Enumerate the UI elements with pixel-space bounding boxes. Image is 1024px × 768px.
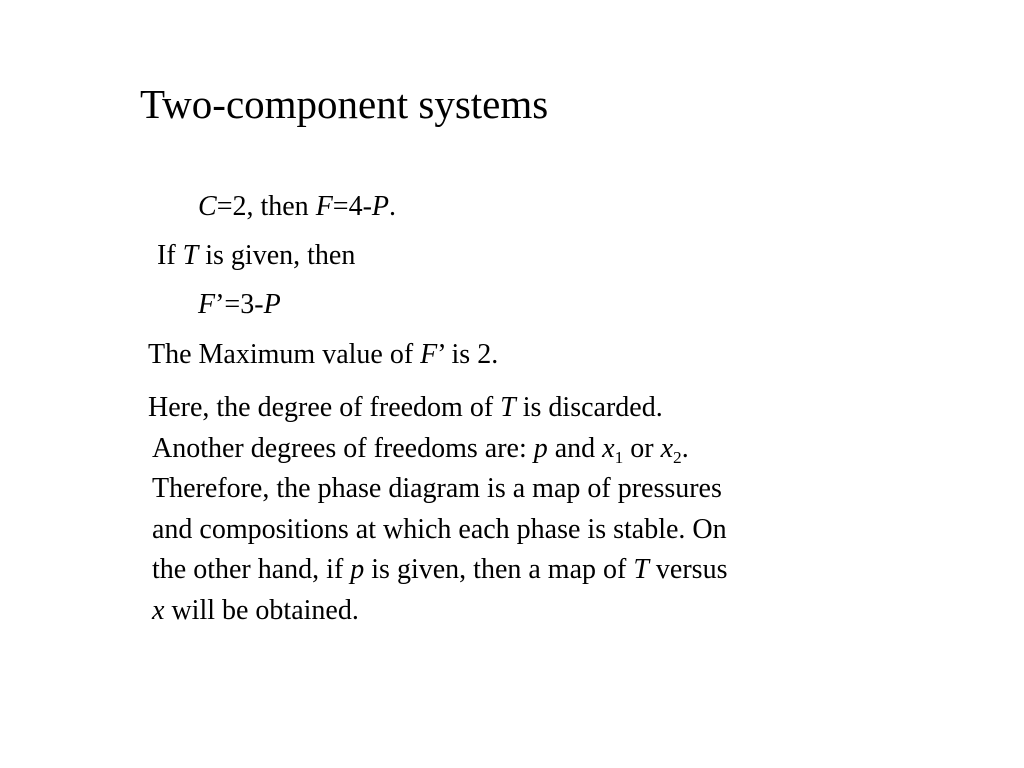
text: ’ is 2.: [437, 339, 499, 370]
var-p: p: [350, 554, 365, 585]
text: The Maximum value of: [148, 339, 421, 370]
text: will be obtained.: [164, 594, 359, 626]
text: .: [681, 432, 689, 464]
text: If: [157, 240, 183, 271]
var-p: P: [371, 191, 390, 222]
var-p: p: [533, 432, 548, 464]
var-f: F: [420, 339, 438, 370]
var-f: F: [315, 191, 333, 222]
subscript: 1: [614, 447, 624, 467]
paragraph-line: [148, 550, 727, 591]
text: Here, the degree of freedom of: [148, 392, 501, 423]
var-x: x: [602, 432, 615, 464]
var-f: F: [198, 289, 216, 320]
text: is given, then: [198, 240, 356, 271]
text: Therefore, the phase diagram is a map of pressures: [152, 473, 722, 504]
condition-t-given: [157, 238, 355, 274]
text: and compositions at which each phase is stable. On: [152, 513, 727, 545]
text: =2, then: [216, 191, 316, 222]
paragraph-line: [148, 388, 727, 429]
equation-c-equals-2: [198, 189, 396, 225]
slide-title: Two-component systems: [140, 81, 549, 127]
text: is given, then a map of: [364, 554, 634, 585]
var-t: T: [500, 392, 516, 423]
explanation-paragraph: [148, 388, 727, 631]
paragraph-line: [148, 429, 727, 470]
text: Another degrees of freedoms are:: [152, 432, 534, 464]
text: is discarded.: [515, 392, 663, 423]
maximum-value-statement: [148, 337, 498, 373]
var-t: T: [633, 554, 649, 585]
var-t: T: [182, 240, 199, 271]
var-p: P: [263, 289, 281, 320]
subscript: 2: [673, 447, 682, 467]
paragraph-line: [148, 469, 727, 510]
var-x: x: [660, 432, 674, 464]
text: or: [623, 432, 661, 464]
equation-f-prime: [198, 287, 281, 323]
var-c: C: [198, 191, 217, 222]
text: .: [389, 191, 397, 222]
text: and: [547, 432, 603, 464]
text: =4-: [332, 191, 372, 222]
text: ’=3-: [215, 289, 264, 320]
var-x: x: [152, 594, 165, 626]
paragraph-line: [148, 591, 727, 632]
text: the other hand, if: [152, 554, 351, 585]
text: versus: [648, 554, 728, 585]
paragraph-line: [148, 510, 727, 551]
